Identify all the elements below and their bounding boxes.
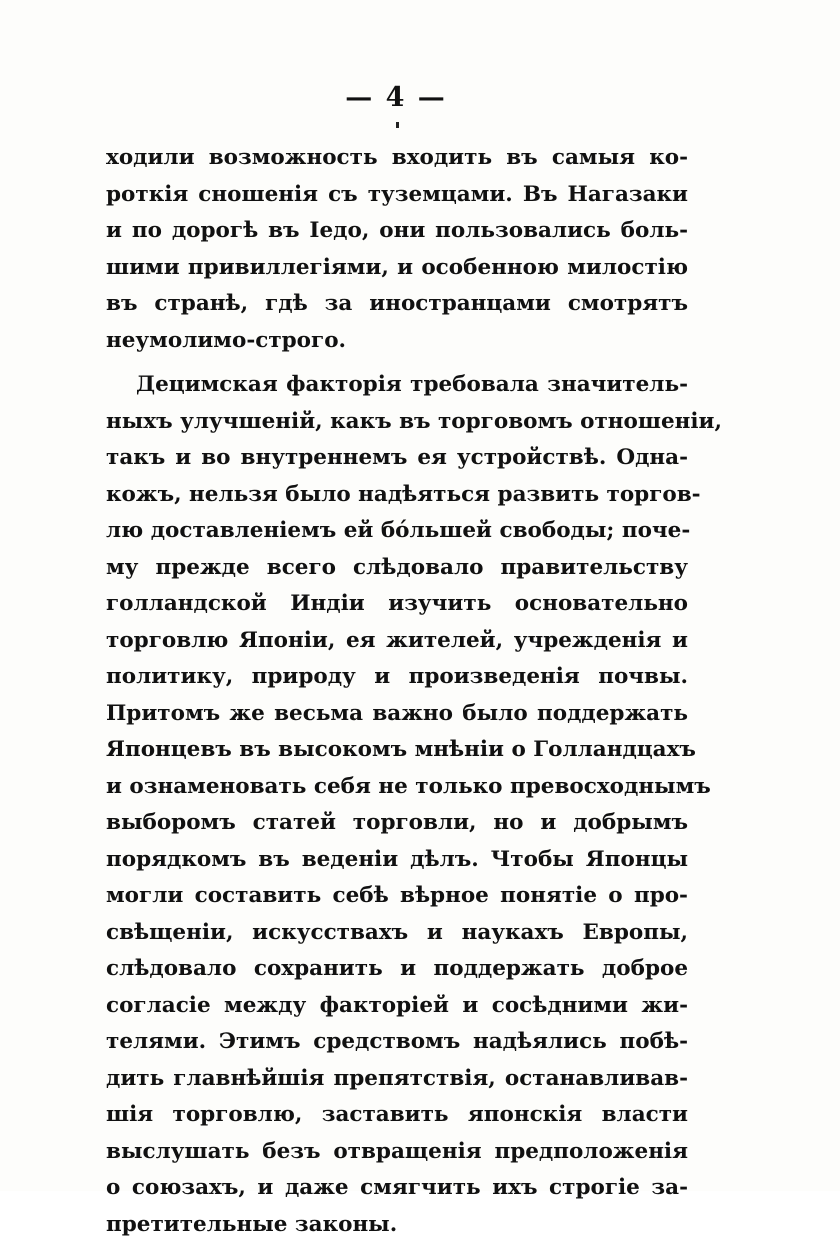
text-line: Децимская факторія требовала значитель- [106,367,688,404]
text-line: въ странѣ, гдѣ за иностранцами смотрятъ [106,286,688,323]
page-number: — 4 — [0,82,792,113]
text-line: и по дорогѣ въ Іедо, они пользовались боль- [106,213,688,250]
text-line: и ознаменовать себя не только превосходнымъ [106,769,688,806]
text-line: такъ и во внутреннемъ ея устройствѣ. Одна- [106,440,688,477]
paragraph-2 [106,367,688,1243]
text-line: слѣдовало сохранить и поддержать доброе [106,951,688,988]
text-line: кожъ, нельзя было надѣяться развить торгов- [106,477,688,514]
text-line: лю доставленіемъ ей бо́льшей свободы; поче- [106,513,688,550]
body-text [106,140,688,1243]
text-line: ходили возможность входить въ самыя ко- [106,140,688,177]
text-line: порядкомъ въ веденіи дѣлъ. Чтобы Японцы [106,842,688,879]
text-line: могли составить себѣ вѣрное понятіе о про- [106,878,688,915]
text-line: торговлю Японіи, ея жителей, учрежденія и [106,623,688,660]
text-line: политику, природу и произведенія почвы. [106,659,688,696]
text-line: роткія сношенія съ туземцами. Въ Нагазаки [106,177,688,214]
printing-mark [396,122,399,128]
text-line: Притомъ же весьма важно было поддержать [106,696,688,733]
paragraph-1 [106,140,688,359]
text-line: голландской Индіи изучить основательно [106,586,688,623]
text-line: дить главнѣйшія препятствія, останавливав- [106,1061,688,1098]
text-line: претительные законы. [106,1207,688,1243]
text-line: ныхъ улучшеній, какъ въ торговомъ отношеніи, [106,404,688,441]
text-line: о союзахъ, и даже смягчить ихъ строгіе за- [106,1170,688,1207]
text-line: шими привиллегіями, и особенною милостію [106,250,688,287]
text-line: шія торговлю, заставить японскія власти [106,1097,688,1134]
text-line: Японцевъ въ высокомъ мнѣніи о Голландцахъ [106,732,688,769]
paragraph-gap [106,359,688,367]
text-line: выборомъ статей торговли, но и добрымъ [106,805,688,842]
text-line: му прежде всего слѣдовало правительству [106,550,688,587]
text-line: неумолимо-строго. [106,323,688,360]
text-line: свѣщеніи, искусствахъ и наукахъ Европы, [106,915,688,952]
text-line: согласіе между факторіей и сосѣдними жи- [106,988,688,1025]
text-line: телями. Этимъ средствомъ надѣялись побѣ- [106,1024,688,1061]
text-line: выслушать безъ отвращенія предположенія [106,1134,688,1171]
